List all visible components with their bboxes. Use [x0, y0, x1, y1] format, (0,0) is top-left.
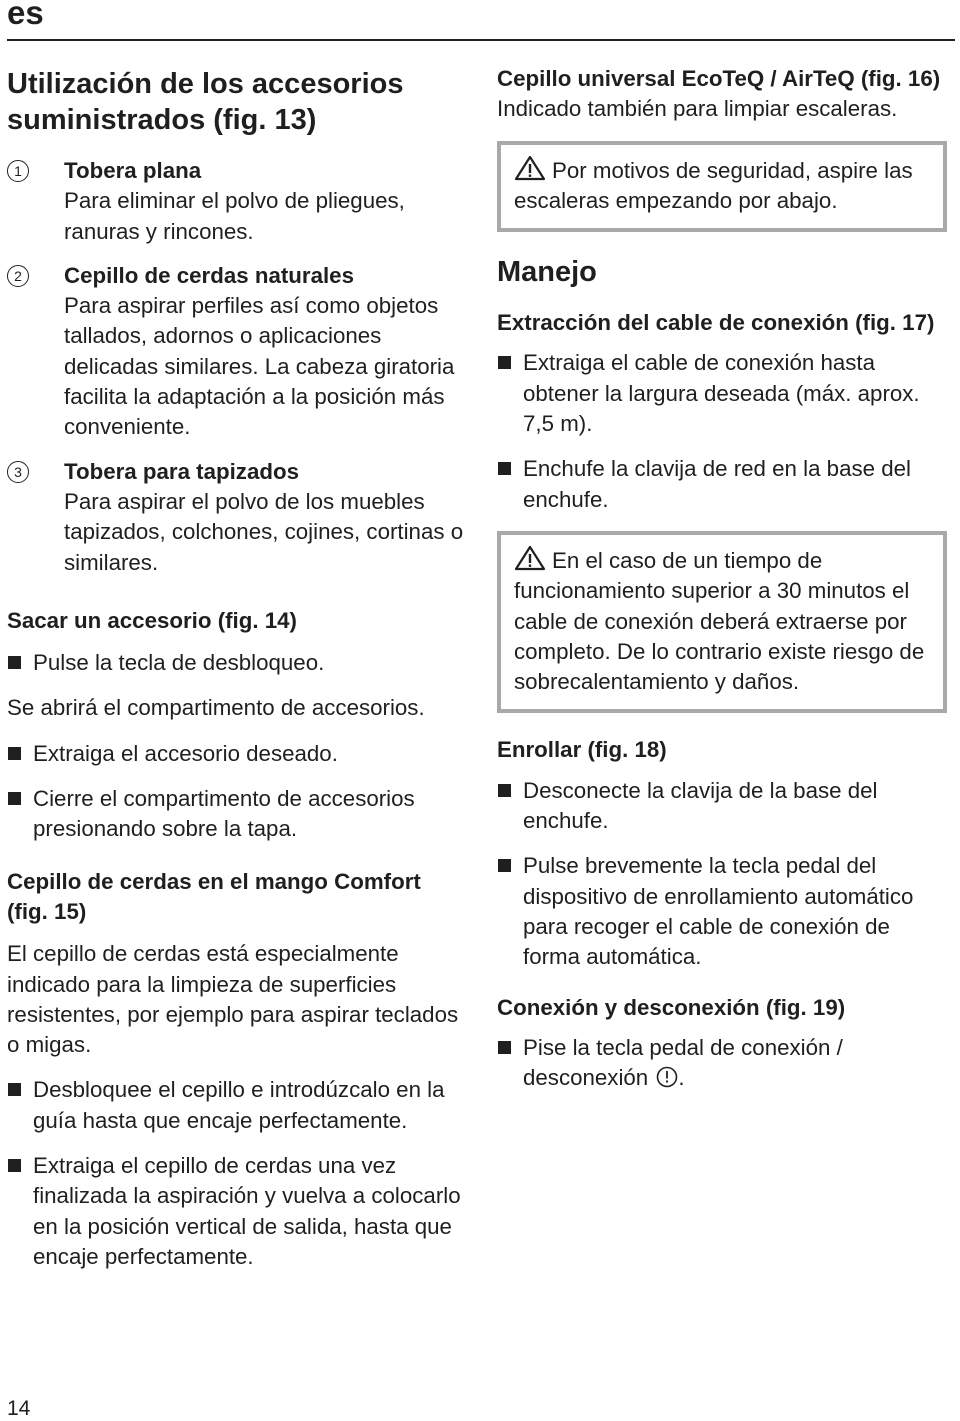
list-item — [7, 1075, 467, 1136]
list-item — [7, 784, 467, 845]
list-item-text: Pulse la tecla de desbloqueo. — [33, 650, 325, 676]
list-item — [497, 454, 947, 515]
list-item — [7, 648, 467, 678]
list-item-text-end: . — [678, 1065, 685, 1091]
bullet-square-icon — [498, 784, 511, 797]
list-item-text: Extraiga el cepillo de cerdas una vez finalizada la aspiración y vuelva a colocarlo en la posición vertical de salida, hasta que encaje perfectamente. — [33, 1153, 461, 1269]
heading-cepillo-comfort: Cepillo de cerdas en el mango Comfort (fig. 15) — [7, 868, 421, 924]
header-rule — [7, 39, 955, 41]
heading-enrollar: Enrollar (fig. 18) — [497, 737, 667, 763]
item-title: Tobera para tapizados — [64, 458, 299, 484]
list-item — [7, 1151, 467, 1272]
bullet-square-icon — [498, 462, 511, 475]
bullet-square-icon — [8, 1083, 21, 1096]
item-text: Para eliminar el polvo de pliegues, ranuras y rincones. — [64, 188, 405, 244]
item-title: Cepillo de cerdas naturales — [64, 262, 354, 288]
warning-triangle-icon — [514, 545, 546, 571]
numbered-item-2 — [7, 261, 467, 443]
numbered-item-3 — [7, 457, 467, 578]
bullet-square-icon — [498, 859, 511, 872]
list-item — [497, 776, 947, 837]
warning-box — [497, 141, 947, 233]
warning-text: En el caso de un tiempo de funcionamiento superior a 30 minutos el cable de conexión deberá extraerse por completo. De lo contrario existe riesgo de sobrecalentamiento y daños. — [514, 547, 925, 695]
bullet-square-icon — [498, 356, 511, 369]
bullet-square-icon — [8, 747, 21, 760]
list-item-text: Extraiga el cable de conexión hasta obtener la largura deseada (máx. aprox. 7,5 m). — [523, 350, 920, 437]
list-item — [497, 851, 947, 972]
list-item-text: Extraiga el accesorio deseado. — [33, 740, 338, 766]
item-number-circle: 3 — [7, 461, 29, 483]
list-item-text: Cierre el compartimento de accesorios presionando sobre la tapa. — [33, 786, 415, 842]
item-number-circle: 1 — [7, 160, 29, 182]
right-column — [497, 64, 947, 1108]
numbered-item-1 — [7, 156, 467, 247]
bullet-square-icon — [498, 1041, 511, 1054]
bullet-square-icon — [8, 792, 21, 805]
heading-conexion: Conexión y desconexión (fig. 19) — [497, 994, 846, 1020]
heading-sacar-accesorio: Sacar un accesorio (fig. 14) — [7, 607, 297, 633]
item-text: Para aspirar perfiles así como objetos tallados, adornos o aplicaciones delicadas similares. La cabeza giratoria facilita la adaptación a la posición más conveniente. — [64, 293, 455, 440]
list-item — [497, 1033, 947, 1094]
bullet-square-icon — [8, 656, 21, 669]
item-title: Tobera plana — [64, 158, 202, 183]
warning-triangle-icon — [514, 155, 546, 181]
item-number-circle: 2 — [7, 265, 29, 287]
paragraph: El cepillo de cerdas está especialmente indicado para la limpieza de superficies resistentes, por ejemplo para aspirar teclados o migas. — [7, 941, 459, 1058]
section-title-manejo: Manejo — [497, 256, 597, 289]
power-button-icon — [656, 1066, 678, 1088]
list-item-text: Desconecte la clavija de la base del enchufe. — [523, 777, 878, 834]
item-text: Para aspirar el polvo de los muebles tapizados, colchones, cojines, cortinas o similares. — [64, 488, 464, 575]
section-title-accesorios: Utilización de los accesorios suministrados (fig. 13) — [7, 68, 404, 136]
warning-text: Por motivos de seguridad, aspire las escaleras empezando por abajo. — [514, 157, 913, 213]
heading-cepillo-universal: Cepillo universal EcoTeQ / AirTeQ (fig. 16) — [497, 66, 941, 91]
bullet-square-icon — [8, 1159, 21, 1172]
page-number: 14 — [7, 1397, 31, 1420]
list-item — [497, 348, 947, 439]
list-item-text: Pulse brevemente la tecla pedal del dispositivo de enrollamiento automático para recoger el cable de conexión de forma automática. — [523, 853, 914, 970]
language-code: es — [7, 0, 44, 31]
left-column — [7, 66, 467, 1287]
warning-box — [497, 531, 947, 713]
paragraph: Se abrirá el compartimento de accesorios. — [7, 695, 425, 721]
list-item-text: Pise la tecla pedal de conexión / desconexión — [523, 1034, 843, 1091]
list-item-text: Enchufe la clavija de red en la base del enchufe. — [523, 456, 911, 512]
paragraph: Indicado también para limpiar escaleras. — [497, 96, 898, 122]
list-item-text: Desbloquee el cepillo e introdúzcalo en la guía hasta que encaje perfectamente. — [33, 1077, 445, 1133]
list-item — [7, 739, 467, 769]
heading-extraccion-cable: Extracción del cable de conexión (fig. 17) — [497, 310, 935, 336]
